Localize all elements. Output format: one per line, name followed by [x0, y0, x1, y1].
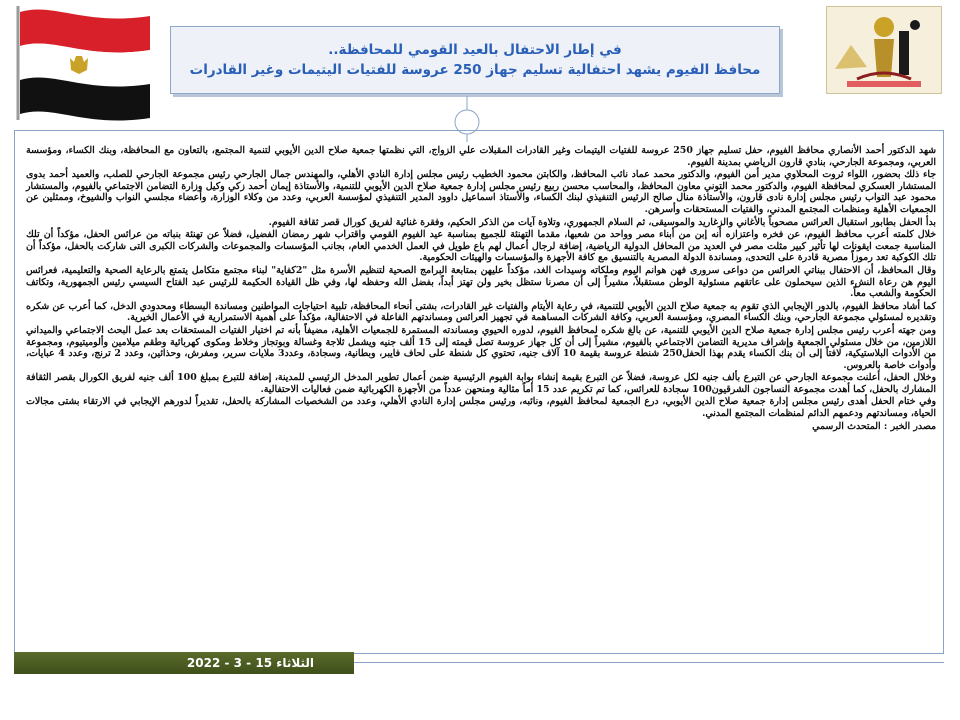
headline-line-1: في إطار الاحتفال بالعيد القومي للمحافظة..: [328, 42, 622, 58]
date-badge: الثلاثاء 15 - 3 - 2022: [14, 652, 354, 674]
article-body: [26, 145, 936, 433]
article-paragraph: جاء ذلك بحضور، اللواء ثروت المحلاوي مدير أمن الفيوم، والدكتور محمد عماد نائب المحافظ، والكابتن محمود الخطيب رئيس مجلس إدارة النادي الأهلي، والمهندس جمال الجارحي رئيس مجموعة الجارحي للصلب، والعميد أحمد بدوى المستشار العسكري لمحافظة الفيوم، والدكتور محمد التوني معاون المحافظ، والمحاسب محسن ربيع رئيس مجلس إدارة جمعية صلاح الدين الأيوبي للتنمية، والأستاذة إيمان أحمد زكي وكيل وزارة التضامن الاجتماعي بالفيوم، والمستشار محمود عبد التواب رئيس مجلس إدارة نادى قارون، والأستاذة منال صالح الرئيس التنفيذي لبنك الكساء، والأستاذ اسماعيل داوود المدير التنفيذي لمؤسسة العربي، وعدد من وكلاء الوزارة، وأعضاء مجلسي النواب والشيوخ، وممثلين عن الجمعيات الأهلية ومنظمات المجتمع المدني، والفتيات المستحقات وأسرهن.: [26, 169, 936, 215]
article-paragraph: كما أشاد محافظ الفيوم، بالدور الإيجابي الذي تقوم به جمعية صلاح الدين الأيوبي للتنمية، في رعاية الأيتام والفتيات غير القادرات، بشتى أنحاء المحافظة، تلبية احتياجات المواطنين ومساندة البسطاء ومحدودي الدخل، كما أعرب عن شكره وتقديره لمسئولي مجموعة الجارحي، وبنك الكساء المصري، ومؤسسة العربي، وكافة الشركات المساهمة في تجهيز العرائس ومساندتهم الفاعلة في الاحتفالية، مؤكداً على أهمية الاستمرارية في الأعمال الخيرية.: [26, 300, 936, 324]
headline-line-2: محافظ الفيوم يشهد احتفالية تسليم جهاز 250 عروسة للفتيات اليتيمات وغير القادرات: [189, 62, 761, 78]
article-source: مصدر الخبر : المتحدث الرسمي: [812, 420, 936, 432]
article-paragraph: وفي ختام الحفل أهدى رئيس مجلس إدارة جمعية صلاح الدين الأيوبي، درع الجمعية لمحافظ الفيوم، ونائبه، ورئيس مجلس إدارة النادي الأهلي، وعدد من الشخصيات المشاركة بالحفل، تقديراً لدورهم الإيجابي في الارتقاء بشتى مجالات الحياة، ومساندتهم ودعمهم الدائم لمنظمات المجتمع المدني.: [26, 396, 936, 420]
footer-divider: [354, 662, 944, 674]
article-paragraph: وخلال الحفل، أعلنت مجموعة الجارحي عن التبرع بألف جنيه لكل عروسة، فضلاً عن التبرع بقيمة إنشاء بوابة الفيوم الرئيسية ضمن أعمال تطوير المدخل الرئيسي للمدينة، إضافة للتبرع بمبلغ 100 ألف جنيه لفريق الكورال بقصر الثقافة المشارك بالحفل، كما أهدت مجموعة النساجون الشرقيون100 سجادة للعرائس، كما تم تكريم عدد 15 أماً مثالية ومنحهن عدداً من الأجهزة الكهربائية ضمن فعاليات الاحتفالية.: [26, 372, 936, 395]
article-paragraph: وقال المحافظ، أن الاحتفال ببناتي العرائس من دواعى سرورى فهن هوانم اليوم وملكاته وسيدات الغد، مؤكداً عليهن بمتابعة البرامج الصحية لتنظيم الأسرة مثل "2كفاية" لبناء مجتمع متكامل يتمتع بالرعاية الصحية والتعليمية، فعرائس اليوم هن رعاة النشء الذين سيحملون على عاتقهم مسئولية الوطن مستقبلاً، مشيراً إلى أن مصرنا ستظل بخير ولن تهتز أبداً، بفضل الله وحفظه لها، وفي ظل القيادة الحكيمة للرئيس عبد الفتاح السيسي رئيس الجمهورية، وتكاتف الحكومة والشعب معاً.: [26, 264, 936, 300]
footer-bar: [14, 652, 944, 674]
egypt-flag-icon: [4, 4, 154, 122]
article-paragraph: خلال كلمته أعرب محافظ الفيوم، عن فخره واعتزازه أنه إبن من أبناء مصر وواحد من شعبها، مقدما التهنئة للجميع بمناسبة عيد الفيوم القومي واقتراب شهر رمضان الفضيل، فضلاً عن تهنئة بنباته من عرائس الحفل، مؤكداً أن تلك المناسبة جمعت ايقونات لها تأثير كبير مثلت مصر في العديد من المحافل الدولية الرياضية، إضافة لرجال أعمال لهم باع طويل في العمل الخدمي العام، بجانب المؤسسات والمجموعات والشركات الكبرى التى شاركت بالحفل، مؤكداً أن تلك الكوكبة تعد رموزاً مصرية قادرة على التحدى، ومساندة الدولة المصرية بالتنسيق مع كافة الأجهزة والمؤسسات والهيئات الحكومية.: [26, 229, 936, 264]
headline-box: [170, 26, 780, 94]
governorate-emblem-icon: [826, 6, 942, 94]
article-paragraph: شهد الدكتور أحمد الأنصاري محافظ الفيوم، حفل تسليم جهاز 250 عروسة للفتيات اليتيمات وغير القادرات المقبلات علي الزواج، التي نظمتها جمعية صلاح الدين الأيوبي لتنمية المجتمع، بالتعاون مع المحافظة، وبنك الكساء، ومؤسسة العربي، ومجموعة الجارحي، بنادي قارون الرياضي بمدينة الفيوم.: [26, 145, 936, 168]
article-paragraph: ومن جهته أعرب رئيس مجلس إدارة جمعية صلاح الدين الأيوبي للتنمية، عن بالغ شكره لمحافظ الفيوم، لدوره الحيوي ومساندته المستمرة للجمعيات الأهلية، مضيفاً بأنه تم اختيار الفتيات المستحقات بعد عمل البحث الاجتماعي والميداني اللازمين، من خلال مسئولي الجمعية وإشراف مديرية التضامن الاجتماعي بالفيوم، مشيراً إلى أن كل جهاز عروسة تصل قيمته إلى 15 ألف جنيه ويشمل ثلاجة وغسالة وبوتجاز وخلاط ومكوى كهربائية وطقم ميلامين وألوميتيوم، ومجموعة من الأدوات البلاستيكية، لافتاً إلى أن بنك الكساء يقدم بهذا الحفل250 شنطة عروسة بقيمة 10 آلاف جنيه، تحتوي كل شنطة على لحاف فايبر، وبطانية، وسجادة، وعدد3 ملايات سرير، ومفرش، وحذائين، وعدد 2 ترنج، وعدد 4 عبايات، وأدوات خاصة بالعروس.: [26, 324, 936, 371]
article-paragraph: بدأ الحفل بطابور استقبال العرائس مصحوباً بالأغاني والزغاريد والموسيقى، ثم السلام الجمهوري، وتلاوة آيات من الذكر الحكيم، وفقرة غنائية لفريق كورال قصر ثقافة الفيوم.: [268, 216, 936, 228]
